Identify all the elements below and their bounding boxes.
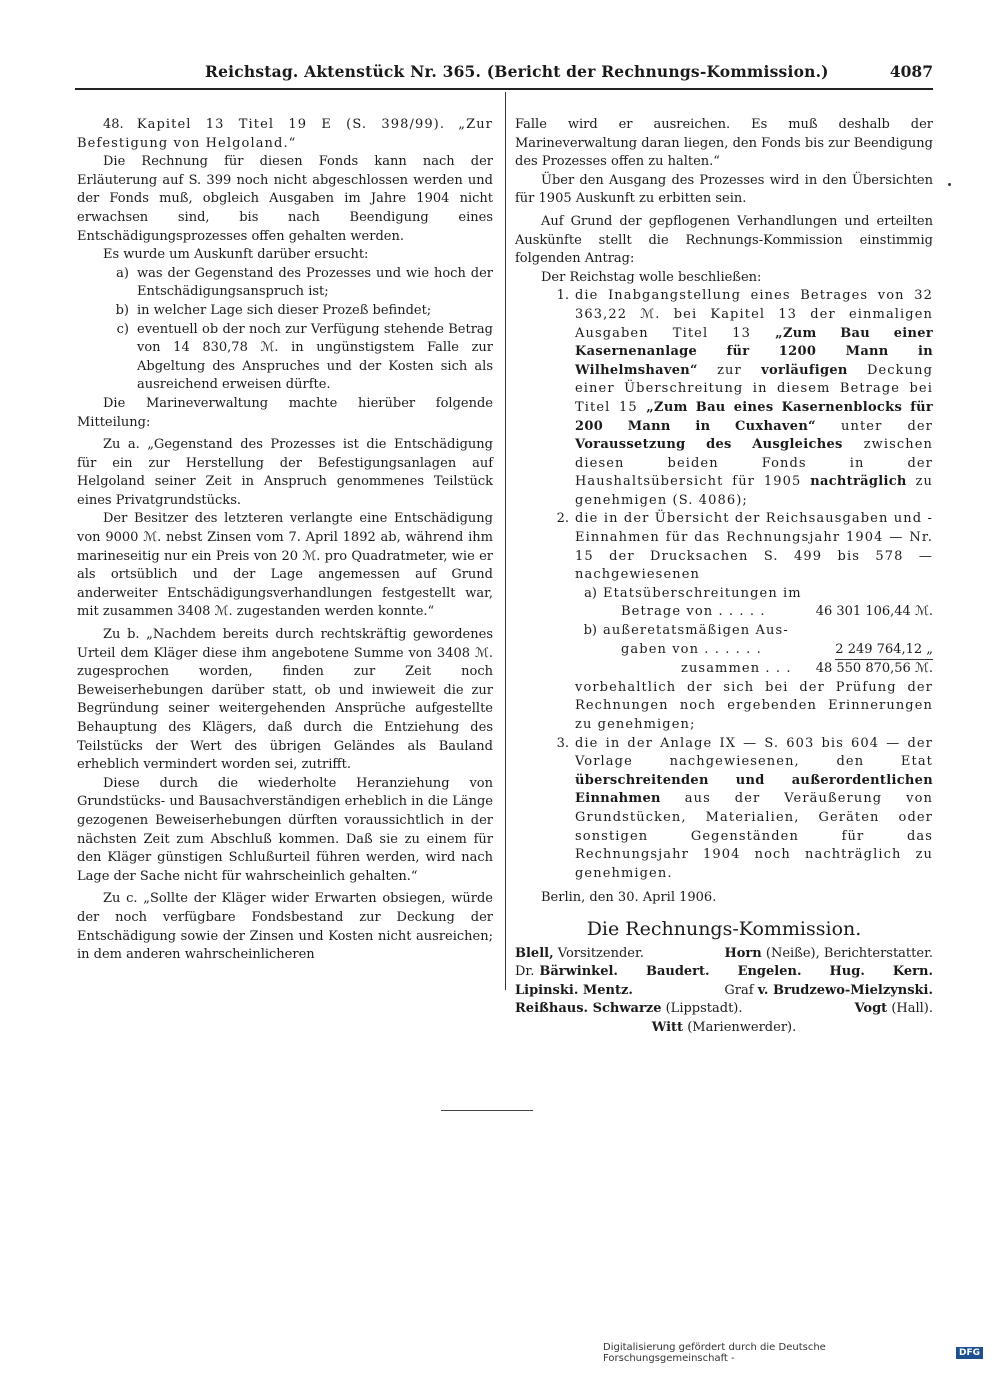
- member-name: Witt: [651, 1019, 684, 1035]
- sub-item-text: Etatsüberschreitungen im: [603, 585, 802, 601]
- member-name: Blell,: [515, 945, 554, 961]
- member-name: Vogt: [854, 1001, 888, 1017]
- section-heading: [77, 116, 493, 153]
- sub-item-label: a): [584, 585, 597, 601]
- list-item-text: eventuell ob der noch zur Verfügung stehende Betrag von 14 830,78 ℳ. in ungünstigstem Falle zur Abgeltung des Anspruches und der Kosten sich als ausreichend erweisen dürfte.: [137, 321, 493, 393]
- member-name: Horn: [724, 945, 762, 961]
- list-item-text: in welcher Lage sich dieser Prozeß befindet;: [137, 302, 432, 318]
- column-divider: [505, 92, 506, 990]
- list-item-label: b): [115, 302, 129, 318]
- amount-value: 46 301 106,44 ℳ.: [815, 604, 933, 620]
- motion-text: die in der Übersicht der Reichsausgaben und -Einnahmen für das Rechnungsjahr 1904 — Nr. 15 der Drucksachen S. 499 bis 578 — nachgewiesenen: [575, 511, 933, 583]
- dfg-logo: DFG: [956, 1347, 983, 1359]
- page-header: [205, 62, 933, 84]
- right-column: [515, 116, 933, 1038]
- motion-text-part: die Inabgangstellung eines Betrages von 32 363,22 ℳ. bei Kapitel 13 der einmaligen Ausgaben Titel 13: [575, 288, 933, 341]
- paragraph: Zu b. „Nachdem bereits durch rechtskräftig gewordenes Urteil dem Kläger diese ihm angebotene Summe von 3408 ℳ. zugesprochen worden, finden zur Zeit noch Beweiserhebungen darüber statt, ob und inwieweit die zur Begründung seiner weitergehenden Ansprüche aufgestellte Behauptung des Klägers, daß durch die Entziehung des Teilstücks der Wert des übrigen Geländes als Bauland erheblich vermindert worden sei, zutrifft.: [77, 627, 493, 773]
- list-item: [77, 265, 493, 302]
- member-line: [515, 963, 933, 982]
- sub-item: [515, 622, 933, 641]
- amount-total-value: 48 550 870,56 ℳ.: [815, 661, 933, 677]
- motion-text: [575, 735, 933, 884]
- member-name: v. Brudzewo-Mielzynski.: [757, 982, 933, 998]
- list-item: [77, 321, 493, 395]
- member-line: [515, 1019, 933, 1038]
- motion-text-part: aus der Veräußerung von Grundstücken, Materialien, Geräten oder sonstigen Gegenständen für das Rechnungsjahr 1904 noch nachträglich zu genehmigen.: [575, 791, 933, 881]
- amount-row: [515, 603, 933, 622]
- amount-total-label: zusammen . . .: [681, 661, 792, 677]
- member-role: (Neiße), Berichterstatter.: [765, 945, 933, 961]
- member-names: Bärwinkel. Baudert. Engelen. Hug. Kern.: [539, 964, 933, 980]
- member-entry: [855, 1000, 934, 1019]
- member-entry: [724, 982, 933, 1001]
- member-line: [515, 982, 933, 1001]
- member-place: (Marienwerder).: [687, 1019, 797, 1035]
- motion-text-part: zu genehmigen (S. 4086);: [575, 474, 933, 508]
- motion-number: 3.: [556, 735, 569, 751]
- member-entry: [724, 945, 933, 964]
- motion-text-part: Deckung einer Überschreitung in diesem Betrage bei Titel 15: [575, 362, 934, 415]
- motion-item: [515, 287, 933, 510]
- list-item-text: was der Gegenstand des Prozesses und wie hoch der Entschädigungsanspruch ist;: [137, 265, 493, 300]
- member-entry: [515, 945, 644, 964]
- paragraph: Es wurde um Auskunft darüber ersucht:: [103, 247, 369, 263]
- list-item: [77, 302, 493, 321]
- footer: [603, 1344, 983, 1362]
- title-prefix: Graf: [724, 982, 754, 998]
- motion-text-part: die in der Anlage IX — S. 603 bis 604 — der Vorlage nachgewiesenen, den Etat: [575, 735, 933, 770]
- paragraph: Die Rechnung für diesen Fonds kann nach der Erläuterung auf S. 399 noch nicht abgeschlossen werden und der Fonds muß, obgleich Ausgaben im Jahre 1904 nicht erwachsen sind, bis nach Beendigung eines Entschädigungsprozesses offen gehalten werden.: [77, 154, 493, 244]
- paragraph: Zu c. „Sollte der Kläger wider Erwarten obsiegen, würde der noch verfügbare Fondsbestand zur Deckung der Entschädigung sowie der Zinsen und Kosten nicht ausreichen; in dem anderen wahrscheinlicheren: [77, 891, 493, 963]
- motion-item: [515, 510, 933, 584]
- member-entry: [515, 1000, 743, 1019]
- member-line: [515, 1000, 933, 1019]
- section-title: „Zur Befestigung von Helgoland.“: [77, 117, 493, 151]
- member-place: (Lippstadt).: [665, 1001, 743, 1017]
- paragraph: Der Besitzer des letzteren verlangte eine Entschädigung von 9000 ℳ. nebst Zinsen vom 7. April 1892 ab, während ihm marineseitig nur ein Preis von 20 ℳ. pro Quadratmeter, wie er als ortsüblich und der Lage angemessen auf Grund anderweiter Entschädigungsverhandlungen festgestellt war, mit zusammen 3408 ℳ. zugestanden werden konnte.“: [77, 511, 493, 620]
- header-rule: [75, 88, 933, 90]
- section-title-ref: Kapitel 13 Titel 19 E (S. 398/99).: [136, 117, 446, 132]
- motion-text: [575, 287, 933, 510]
- paragraph: Diese durch die wiederholte Heranziehung von Grundstücks- und Bausachverständigen erheblich in die Länge gezogenen Beweiserhebungen dürften voraussichtlich in der nächsten Zeit zum Abschluß kommen. Daß sie zu einem für den Kläger günstigen Schlußurteil führen werden, wird nach Lage der Sache nicht für wahrscheinlich gehalten.“: [77, 775, 493, 884]
- emphasis: Voraussetzung des Ausgleiches: [575, 437, 843, 453]
- margin-mark: [948, 183, 951, 186]
- end-rule: [441, 1110, 533, 1111]
- member-place: (Hall).: [891, 1001, 933, 1017]
- motion-item: [515, 735, 933, 884]
- member-names: Lipinski. Mentz.: [515, 982, 633, 998]
- amount-row: [515, 641, 933, 661]
- member-names: Reißhaus. Schwarze: [515, 1001, 662, 1017]
- member-role: Vorsitzender.: [557, 945, 644, 961]
- motion-text: vorbehaltlich der sich bei der Prüfung der Rechnungen noch ergebenden Erinnerungen zu genehmigen;: [575, 679, 933, 732]
- list-item-label: c): [116, 321, 129, 337]
- motion-number: 2.: [556, 511, 569, 527]
- paragraph: Der Reichstag wolle beschließen:: [541, 269, 762, 285]
- motion-text-part: zur: [717, 362, 742, 378]
- motion-number: 1.: [556, 288, 569, 304]
- paragraph: Die Marineverwaltung machte hierüber folgende Mitteilung:: [77, 395, 493, 430]
- paragraph: Auf Grund der gepflogenen Verhandlungen und erteilten Auskünfte stellt die Rechnungs-Kommission einstimmig folgenden Antrag:: [515, 213, 933, 267]
- fund-title: „Zum Bau eines Kasernenblocks für 200 Mann in Cuxhaven“: [575, 399, 933, 434]
- member-line: [515, 945, 933, 964]
- sub-item: [515, 585, 933, 604]
- amount-label: Betrage von . . . . .: [621, 604, 766, 620]
- sub-item-text: außeretatsmäßigen Aus-: [603, 623, 789, 639]
- amount-label: gaben von . . . . . .: [621, 641, 762, 657]
- list-item-label: a): [116, 265, 129, 281]
- section-number: 48.: [103, 117, 124, 132]
- motion-text-part: unter der: [841, 418, 934, 434]
- paragraph: Über den Ausgang des Prozesses wird in den Übersichten für 1905 Auskunft zu erbitten sein.: [515, 172, 933, 207]
- date-line: Berlin, den 30. April 1906.: [541, 890, 717, 906]
- commission-heading: Die Rechnungs-Kommission.: [586, 917, 862, 940]
- footer-text: Digitalisierung gefördert durch die Deutsche Forschungsgemeinschaft -: [603, 1342, 826, 1364]
- title-prefix: Dr.: [515, 964, 535, 980]
- emphasis: überschreitenden und außerordentlichen Einnahmen: [575, 772, 933, 807]
- fund-title: „Zum Bau einer Kasernenanlage für 1200 Mann in Wilhelmshaven“: [575, 325, 933, 378]
- header-title: Reichstag. Aktenstück Nr. 365. (Bericht der Rechnungs-Kommission.): [205, 62, 829, 81]
- amount-value: 2 249 764,12 „: [835, 641, 933, 661]
- emphasis: vorläufigen: [761, 362, 848, 378]
- amount-total-row: [515, 660, 933, 679]
- paragraph: Falle wird er ausreichen. Es muß deshalb der Marineverwaltung daran liegen, den Fonds bis zur Beendigung des Prozesses offen zu halten.“: [515, 117, 933, 170]
- member-list: [515, 945, 933, 1038]
- left-column: [77, 116, 493, 965]
- paragraph: Zu a. „Gegenstand des Prozesses ist die Entschädigung für ein zur Herstellung der Befestigungsanlagen auf Helgoland seiner Zeit in Anspruch genommenes Teilstück eines Privatgrundstücks.: [77, 437, 493, 508]
- page-number: 4087: [889, 62, 933, 81]
- emphasis: nachträglich: [810, 474, 907, 490]
- motion-text-part: zwischen diesen beiden Fonds in der Haushaltsübersicht für 1905: [575, 437, 934, 490]
- sub-item-label: b): [583, 623, 597, 639]
